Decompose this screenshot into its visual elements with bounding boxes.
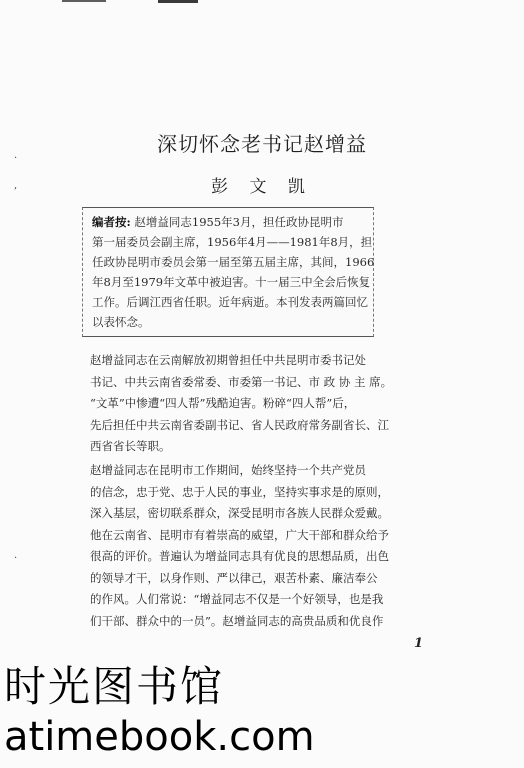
paragraph-line: 的作风。人们常说：“增益同志不仅是一个好领导，也是我 [90,592,384,606]
editor-note-line: 以表怀念。 [92,315,150,329]
paragraph-line: 们干部、群众中的一员”。赵增益同志的高贵品质和优良作 [90,613,384,628]
editor-note-line: 工作。后调江西省任职。近年病逝。本刊发表两篇回忆 [92,295,368,309]
editor-note-line: 年8月至1979年文革中被迫害。十一届三中全会后恢复 [92,275,371,289]
editor-note-line [92,212,372,232]
paragraph-1 [90,350,450,458]
page-number: 1 [414,636,424,651]
editor-note-text: 赵增益同志1955年3月，担任政协昆明市 [134,215,344,229]
paragraph-line: “文革”中惨遭“四人帮”残酷迫害。粉碎“四人帮”后， [90,396,356,410]
paragraph-line: 赵增益同志在昆明市工作期间，始终坚持一个共产党员 [90,463,366,477]
paragraph-2 [90,460,450,632]
watermark-chinese: 时光图书馆 [4,662,225,711]
paragraph-line: 他在云南省、昆明市有着崇高的威望，广大干部和群众给予 [90,527,389,542]
paragraph-line: 西省省长等职。 [90,439,171,453]
paragraph-line: 的信念，忠于党、忠于人民的事业，坚持实事求是的原则， [90,484,389,499]
article-author: 彭 文 凯 [211,177,313,197]
scan-speck: . [14,550,18,561]
article-title: 深切怀念老书记赵增益 [157,132,367,156]
editor-note-line: 第一届委员会副主席，1956年4月——1981年8月，担 [92,235,373,249]
scan-artifact-line [158,0,198,3]
paragraph-line: 先后担任中共云南省委副书记、省人民政府常务副省长、江 [90,417,389,432]
editor-note [92,212,375,332]
scan-speck: , [14,180,18,191]
editor-note-line: 任政协昆明市委员会第一届至第五届主席，其间，1966 [92,255,375,269]
paragraph-line: 书记、中共云南省委常委、市委第一书记、市 政 协 主 席。 [90,374,393,389]
paragraph-line: 的领导才干，以身作则、严以律己，艰苦朴素、廉洁奉公 [90,570,378,585]
paragraph-line: 很高的评价。普遍认为增益同志具有优良的思想品质，出色 [90,549,389,563]
paragraph-line: 深入基层，密切联系群众，深受昆明市各族人民群众爱戴。 [90,506,389,520]
scan-speck: . [14,150,18,161]
watermark-url: atimebook.com [4,714,315,760]
scan-artifact-line [62,0,106,2]
paragraph-line: 赵增益同志在云南解放初期曾担任中共昆明市委书记处 [90,353,366,367]
editor-note-label: 编者按: [92,215,131,229]
